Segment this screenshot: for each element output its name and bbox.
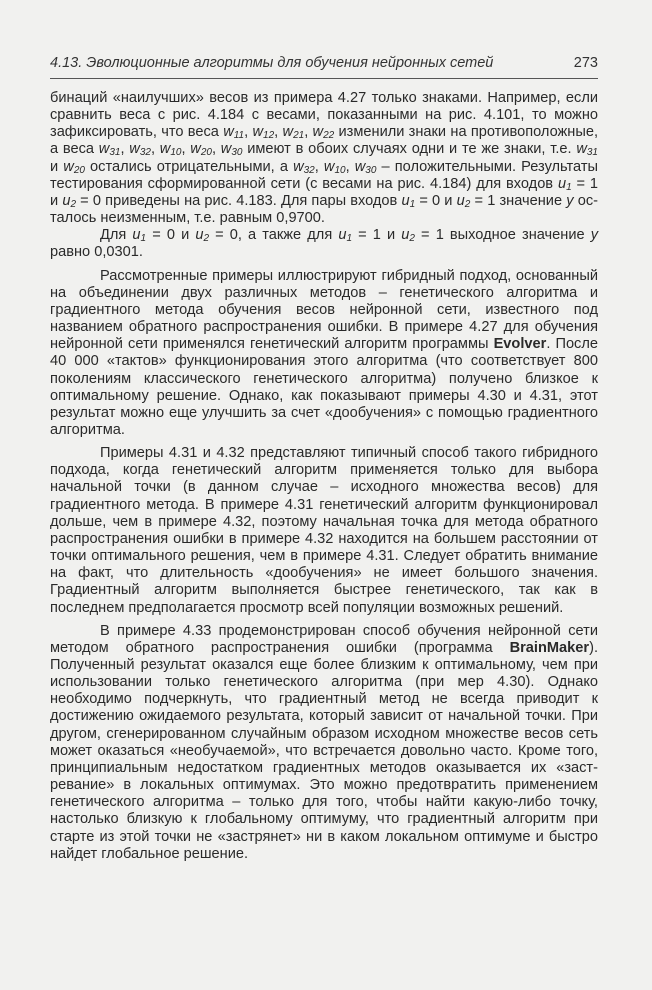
paragraph-3: Рассмотренные примеры иллюстрируют гибридный подход, основанный на объединении двух различных методов – генетического алгоритма и градиентного метода обучения весов нейронной сети, известного под названием обратного распространения ошибки. В примере 4.27 для обучения нейронной сети применялся генетический алгоритм программы Evolver. После 40 000 «тактов» функционирования этого алгоритма (что соответствует 800 поколениям классического генетического алгоритма) получено близкое к оптимальному решение. Однако, как показывают примеры 4.30 и 4.31, этот результат можно еще улучшить за счет «дообучения» с помощью градиентного алгоритма. xyxy=(50,267,598,438)
page-body xyxy=(50,90,598,863)
brainmaker-program-name: BrainMaker xyxy=(509,639,590,656)
page-number: 273 xyxy=(573,55,598,71)
header-rule xyxy=(50,78,598,79)
paragraph-5: В примере 4.33 продемонстрирован способ обучения нейронной сети методом обратного распространения ошибки (программа BrainMaker). Полученный результат оказался еще более близким к оптимальному, чем при использовании только генетического алгоритма (при мер 4.30). Однако необходимо подчеркнуть, что градиентный метод не всегда приводит к достижению ожидаемого результата, который зависит от начальной точки. При другом, сгенерированном случайным образом исходном множестве весов сеть может оказаться «необучаемой», что встречается довольно часто. Кроме того, принципиальным недостатком градиентных методов оказывается их «застревание» в локальных оптимумах. Это можно предотвратить применением генетического алгоритма – только для того, чтобы найти какую-либо точку, настолько близкую к глобальному оптимуму, что градиентный алгоритм при старте из этой точки не «застрянет» ни в каком локальном оптимуме и быстро найдет глобальное решение. xyxy=(50,622,598,862)
evolver-program-name: Evolver xyxy=(493,336,547,353)
chapter-title: 4.13. Эволюционные алгоритмы для обучения нейронных сетей xyxy=(50,55,494,71)
paragraph-2: Для $u_1 = 0$ и $u_2 = 0$, а также для $u_1 = 1$ и $u_2 = 1$ выходное значение y равно 0,0301. xyxy=(50,227,599,261)
paragraph-1: бинаций «наилучших» весов из примера 4.27 только знаками. Например, если сравнить веса с рис. 4.184 с весами, показанными на рис. 4.101, то можно зафиксировать, что веса $w_{11}$, $w_{12}$, $w_{21}$, $w_{22}$ изменили знаки на противоположные, а веса $w_{31}$, $w_{32}$, $w_{10}$, $w_{20}$, $w_{30}$ имеют в обоих случаях одни и те же знаки, т.е. $w_{31}$ и $w_{20}$ остались отрицательными, а $w_{32}$, $w_{10}$, $w_{30}$ – положительными. Результаты тестирования сформированной сети (с весами на рис. 4.184) для входов $u_1 = 1$ и $u_2 = 0$ приведены на рис. 4.183. Для пары входов $u_1 = 0$ и $u_2 = 1$ значение y осталось неизменным, т.е. равным 0,9700. xyxy=(50,90,599,227)
running-header xyxy=(50,55,598,71)
paragraph-4: Примеры 4.31 и 4.32 представляют типичный способ такого гибридного подхода, когда генетический алгоритм применяется только для выбора начальной точки (в данном случае – исходного множества весов) для градиентного метода. В примере 4.31 генетический алгоритм функционировал дольше, чем в примере 4.32, поэтому начальная точка для метода обратного распространения ошибки в примере 4.32 находится на большем расстоянии от точки оптимального решения, чем в примере 4.31. Следует обратить внимание на факт, что длительность «дообучения» не имеет большого значения. Градиентный алгоритм выполняется быстрее генетического, так как в последнем предполагается просмотр всей популяции возможных решений. xyxy=(50,445,598,616)
